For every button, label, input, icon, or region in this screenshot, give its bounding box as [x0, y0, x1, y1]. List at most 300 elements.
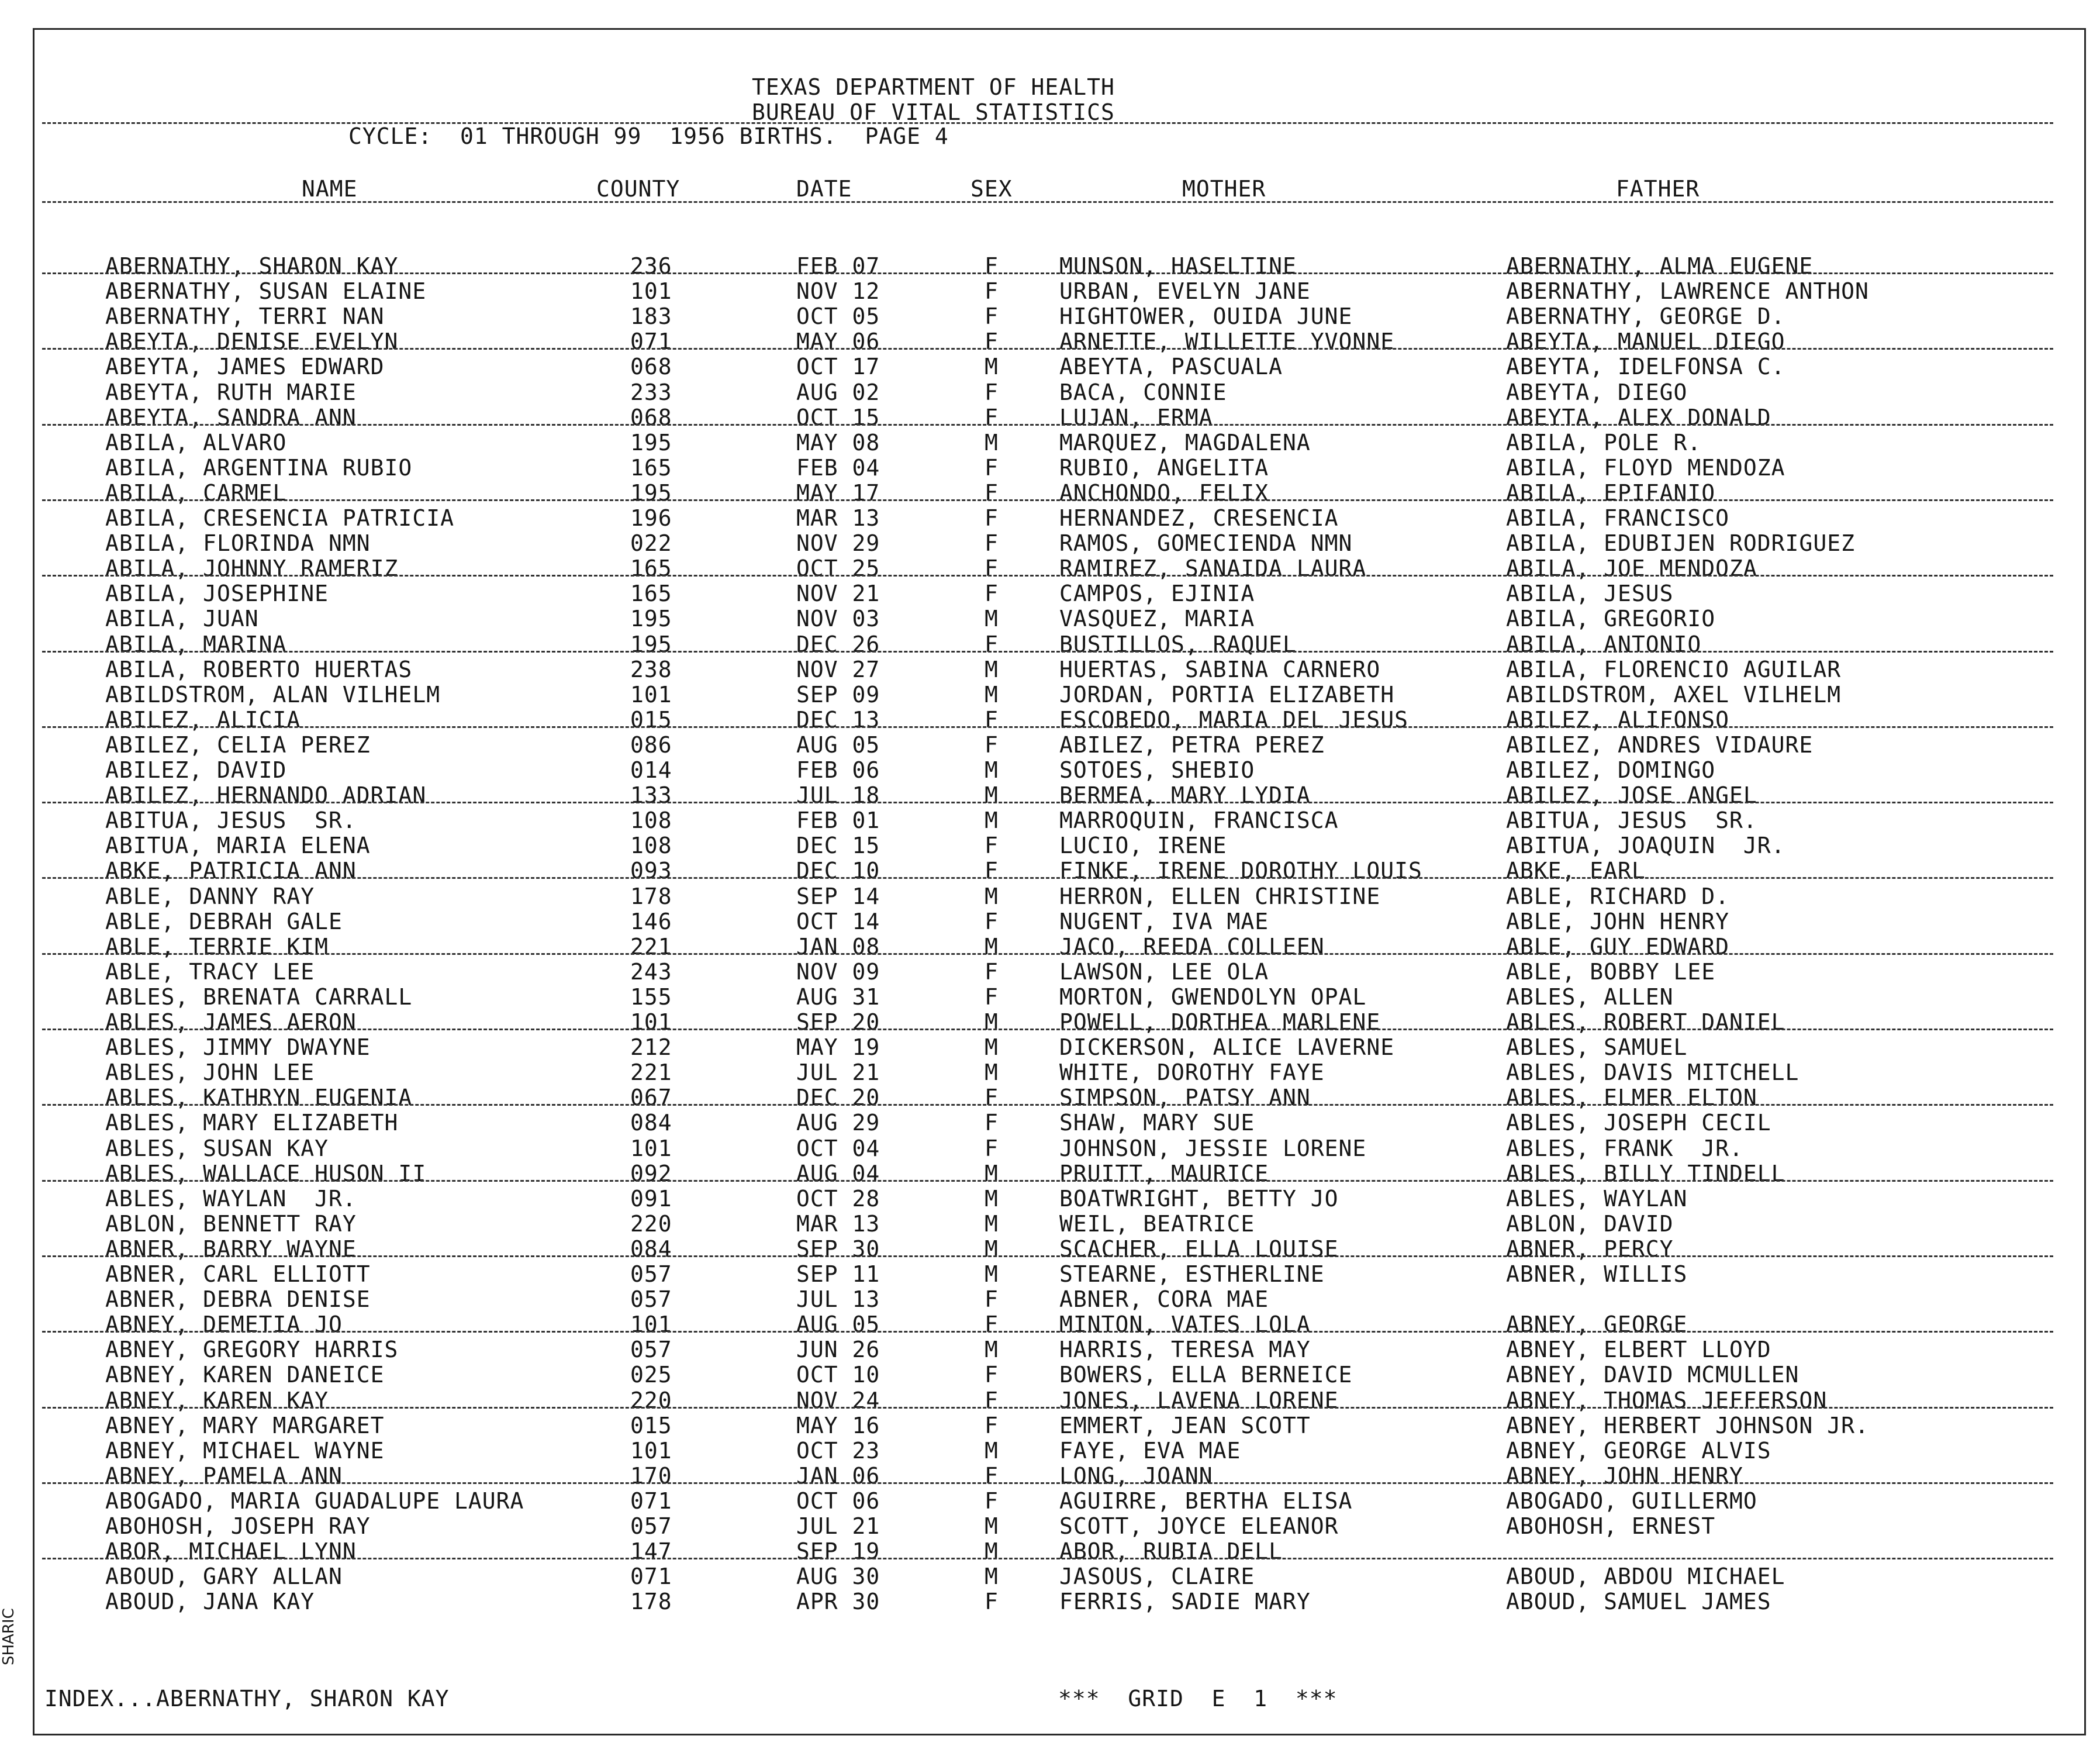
cell-county: 147: [630, 1538, 672, 1564]
cell-mother: FAYE, EVA MAE: [1059, 1438, 1241, 1464]
cell-mother: CAMPOS, EJINIA: [1059, 581, 1255, 606]
cell-sex: F: [985, 632, 999, 657]
cell-mother: POWELL, DORTHEA MARLENE: [1059, 1009, 1381, 1035]
cell-sex: M: [985, 1161, 999, 1186]
cell-mother: MARROQUIN, FRANCISCA: [1059, 808, 1339, 833]
cell-county: 071: [630, 1488, 672, 1514]
cell-sex: F: [985, 581, 999, 606]
cell-sex: F: [985, 1085, 999, 1110]
cell-father: ABEYTA, DIEGO: [1506, 379, 1688, 405]
cell-mother: HIGHTOWER, OUIDA JUNE: [1059, 303, 1353, 329]
table-row: [0, 330, 2100, 354]
cell-mother: BACA, CONNIE: [1059, 379, 1227, 405]
cell-date: NOV 12: [796, 278, 880, 304]
cell-date: DEC 26: [796, 632, 880, 657]
cell-county: 238: [630, 657, 672, 682]
cell-mother: EMMERT, JEAN SCOTT: [1059, 1413, 1311, 1438]
cell-mother: HARRIS, TERESA MAY: [1059, 1337, 1311, 1362]
cell-date: SEP 09: [796, 682, 880, 708]
cell-sex: F: [985, 480, 999, 506]
cell-county: 233: [630, 379, 672, 405]
table-row: [0, 961, 2100, 984]
cell-mother: ABILEZ, PETRA PEREZ: [1059, 732, 1325, 758]
cell-date: NOV 27: [796, 657, 880, 682]
cell-name: ABOHOSH, JOSEPH RAY: [105, 1513, 371, 1539]
cell-date: MAY 16: [796, 1413, 880, 1438]
cell-county: 071: [630, 1564, 672, 1589]
cell-name: ABEYTA, DENISE EVELYN: [105, 329, 399, 354]
row-group-divider: [42, 1331, 2053, 1333]
row-group-divider: [42, 877, 2053, 879]
cell-county: 086: [630, 732, 672, 758]
cell-name: ABLES, JAMES AERON: [105, 1009, 357, 1035]
table-row: [0, 1440, 2100, 1463]
table-row: [0, 1061, 2100, 1085]
cell-date: DEC 15: [796, 833, 880, 858]
cell-father: ABOUD, SAMUEL JAMES: [1506, 1589, 1771, 1614]
cell-county: 243: [630, 959, 672, 985]
cell-sex: M: [985, 808, 999, 833]
table-row: [0, 432, 2100, 455]
cell-name: ABILEZ, DAVID: [105, 757, 287, 783]
cell-sex: F: [985, 253, 999, 279]
cell-father: ABILA, GREGORIO: [1506, 606, 1716, 632]
cell-sex: F: [985, 732, 999, 758]
cell-father: ABLES, ROBERT DANIEL: [1506, 1009, 1785, 1035]
cell-county: 084: [630, 1236, 672, 1262]
cell-father: ABITUA, JOAQUIN JR.: [1506, 833, 1785, 858]
cell-date: AUG 30: [796, 1564, 880, 1589]
cell-mother: FERRIS, SADIE MARY: [1059, 1589, 1311, 1614]
table-row: [0, 1162, 2100, 1186]
cell-date: FEB 07: [796, 253, 880, 279]
cell-father: ABLES, ELMER ELTON: [1506, 1085, 1757, 1110]
cell-name: ABITUA, MARIA ELENA: [105, 833, 371, 858]
cell-date: OCT 28: [796, 1186, 880, 1212]
cell-name: ABEYTA, RUTH MARIE: [105, 379, 357, 405]
cell-name: ABILEZ, HERNANDO ADRIAN: [105, 782, 427, 808]
cell-date: OCT 17: [796, 354, 880, 379]
cell-date: OCT 04: [796, 1136, 880, 1161]
cell-sex: F: [985, 984, 999, 1010]
cell-date: OCT 15: [796, 405, 880, 430]
cell-date: SEP 20: [796, 1009, 880, 1035]
table-row: [0, 1364, 2100, 1387]
cell-date: FEB 04: [796, 455, 880, 481]
cell-mother: ANCHONDO, FELIX: [1059, 480, 1269, 506]
cell-sex: M: [985, 1513, 999, 1539]
table-row: [0, 1137, 2100, 1161]
cell-mother: BERMEA, MARY LYDIA: [1059, 782, 1311, 808]
cell-date: JUL 21: [796, 1060, 880, 1085]
cell-county: 195: [630, 430, 672, 455]
table-row: [0, 557, 2100, 581]
column-header-father: FATHER: [1616, 176, 1700, 202]
cell-mother: ABEYTA, PASCUALA: [1059, 354, 1283, 379]
cell-date: MAR 13: [796, 505, 880, 531]
cell-county: 212: [630, 1034, 672, 1060]
cell-mother: LONG, JOANN: [1059, 1463, 1213, 1489]
table-row: [0, 1238, 2100, 1261]
cell-mother: AGUIRRE, BERTHA ELISA: [1059, 1488, 1353, 1514]
cell-sex: F: [985, 1362, 999, 1388]
cell-county: 178: [630, 884, 672, 909]
cell-date: JUL 21: [796, 1513, 880, 1539]
cell-sex: M: [985, 782, 999, 808]
cell-date: DEC 20: [796, 1085, 880, 1110]
cell-county: 220: [630, 1388, 672, 1413]
cell-name: ABILA, JOHNNY RAMERIZ: [105, 555, 399, 581]
cell-county: 101: [630, 1312, 672, 1337]
cell-county: 071: [630, 329, 672, 354]
cell-mother: SOTOES, SHEBIO: [1059, 757, 1255, 783]
table-row: [0, 684, 2100, 707]
cell-name: ABNEY, KAREN DANEICE: [105, 1362, 385, 1388]
cell-sex: F: [985, 329, 999, 354]
cell-father: ABITUA, JESUS SR.: [1506, 808, 1757, 833]
column-header-mother: MOTHER: [1182, 176, 1266, 202]
cell-county: 101: [630, 682, 672, 708]
table-row: [0, 1338, 2100, 1362]
cell-father: ABNEY, THOMAS JEFFERSON: [1506, 1388, 1828, 1413]
table-row: [0, 1263, 2100, 1286]
cell-name: ABNEY, PAMELA ANN: [105, 1463, 343, 1489]
cell-mother: URBAN, EVELYN JANE: [1059, 278, 1311, 304]
cell-date: JAN 06: [796, 1463, 880, 1489]
table-row: [0, 507, 2100, 530]
cell-name: ABILEZ, ALICIA: [105, 707, 301, 733]
cell-name: ABLES, WAYLAN JR.: [105, 1186, 357, 1212]
cell-county: 155: [630, 984, 672, 1010]
cell-name: ABLE, TERRIE KIM: [105, 934, 329, 960]
cell-name: ABLES, WALLACE HUSON II: [105, 1161, 427, 1186]
cell-date: FEB 06: [796, 757, 880, 783]
cell-county: 195: [630, 606, 672, 632]
table-row: [0, 1288, 2100, 1312]
table-row: [0, 280, 2100, 303]
table-row: [0, 406, 2100, 430]
cell-sex: F: [985, 1589, 999, 1614]
cell-county: 015: [630, 707, 672, 733]
cell-mother: NUGENT, IVA MAE: [1059, 909, 1269, 934]
bureau-title: BUREAU OF VITAL STATISTICS: [752, 99, 1115, 125]
row-group-divider: [42, 802, 2053, 803]
cell-father: ABLE, JOHN HENRY: [1506, 909, 1730, 934]
row-group-divider: [42, 272, 2053, 274]
cell-date: JUL 18: [796, 782, 880, 808]
cell-mother: VASQUEZ, MARIA: [1059, 606, 1255, 632]
cell-date: OCT 10: [796, 1362, 880, 1388]
cell-sex: F: [985, 1136, 999, 1161]
table-row: [0, 1011, 2100, 1034]
cell-date: MAY 08: [796, 430, 880, 455]
cell-mother: SCACHER, ELLA LOUISE: [1059, 1236, 1339, 1262]
cell-mother: RUBIO, ANGELITA: [1059, 455, 1269, 481]
column-header-sex: SEX: [970, 176, 1013, 202]
cell-county: 221: [630, 1060, 672, 1085]
cell-county: 022: [630, 530, 672, 556]
cell-sex: M: [985, 884, 999, 909]
cell-father: ABILA, ANTONIO: [1506, 632, 1702, 657]
cell-father: ABILEZ, DOMINGO: [1506, 757, 1716, 783]
row-group-divider: [42, 575, 2053, 577]
side-label: SHARIC: [0, 1608, 18, 1665]
cell-county: 057: [630, 1513, 672, 1539]
cell-mother: WEIL, BEATRICE: [1059, 1211, 1255, 1237]
cell-county: 195: [630, 632, 672, 657]
cell-father: ABERNATHY, GEORGE D.: [1506, 303, 1785, 329]
table-row: [0, 255, 2100, 278]
cell-father: ABERNATHY, LAWRENCE ANTHON: [1506, 278, 1869, 304]
cell-father: ABEYTA, IDELFONSA C.: [1506, 354, 1785, 379]
table-row: [0, 910, 2100, 934]
cell-father: ABLON, DAVID: [1506, 1211, 1674, 1237]
table-row: [0, 936, 2100, 959]
cell-mother: HERRON, ELLEN CHRISTINE: [1059, 884, 1381, 909]
table-row: [0, 1213, 2100, 1236]
row-group-divider: [42, 1407, 2053, 1409]
cell-date: DEC 13: [796, 707, 880, 733]
cell-father: ABNER, WILLIS: [1506, 1261, 1688, 1287]
cell-sex: F: [985, 1286, 999, 1312]
cell-date: NOV 24: [796, 1388, 880, 1413]
column-header-date: DATE: [796, 176, 852, 202]
cell-sex: F: [985, 379, 999, 405]
cell-mother: BOATWRIGHT, BETTY JO: [1059, 1186, 1339, 1212]
row-group-divider: [42, 1558, 2053, 1559]
cell-date: JUL 13: [796, 1286, 880, 1312]
cell-father: ABILA, JESUS: [1506, 581, 1674, 606]
cell-date: FEB 01: [796, 808, 880, 833]
table-row: [0, 1188, 2100, 1211]
cell-name: ABILA, CRESENCIA PATRICIA: [105, 505, 454, 531]
cell-county: 057: [630, 1286, 672, 1312]
cell-name: ABILA, CARMEL: [105, 480, 287, 506]
cell-sex: F: [985, 1413, 999, 1438]
cell-father: ABLES, BILLY TINDELL: [1506, 1161, 1785, 1186]
cell-name: ABERNATHY, TERRI NAN: [105, 303, 385, 329]
table-row: [0, 809, 2100, 833]
cell-mother: JASOUS, CLAIRE: [1059, 1564, 1255, 1589]
cell-mother: ARNETTE, WILLETTE YVONNE: [1059, 329, 1395, 354]
table-row: [0, 658, 2100, 682]
cell-sex: M: [985, 1060, 999, 1085]
cell-name: ABLES, JOHN LEE: [105, 1060, 315, 1085]
cell-name: ABNEY, GREGORY HARRIS: [105, 1337, 399, 1362]
table-row: [0, 356, 2100, 379]
cell-mother: LUJAN, ERMA: [1059, 405, 1213, 430]
cell-sex: M: [985, 354, 999, 379]
cell-date: AUG 29: [796, 1110, 880, 1136]
cell-sex: F: [985, 707, 999, 733]
cell-name: ABKE, PATRICIA ANN: [105, 858, 357, 884]
cell-father: ABNEY, GEORGE: [1506, 1312, 1688, 1337]
cell-mother: PRUITT, MAURICE: [1059, 1161, 1269, 1186]
cell-sex: M: [985, 1236, 999, 1262]
table-row: [0, 885, 2100, 909]
grid-footer: *** GRID E 1 ***: [1058, 1686, 1338, 1711]
cell-name: ABLES, MARY ELIZABETH: [105, 1110, 399, 1136]
cell-name: ABLE, TRACY LEE: [105, 959, 315, 985]
cell-sex: M: [985, 1337, 999, 1362]
cell-county: 067: [630, 1085, 672, 1110]
cell-name: ABNER, BARRY WAYNE: [105, 1236, 357, 1262]
cell-mother: FINKE, IRENE DOROTHY LOUIS: [1059, 858, 1422, 884]
cell-sex: M: [985, 1186, 999, 1212]
cell-sex: M: [985, 1034, 999, 1060]
cell-county: 165: [630, 555, 672, 581]
cell-name: ABNER, DEBRA DENISE: [105, 1286, 371, 1312]
cell-mother: ABOR, RUBIA DELL: [1059, 1538, 1283, 1564]
cell-mother: HERNANDEZ, CRESENCIA: [1059, 505, 1339, 531]
table-row: [0, 1490, 2100, 1513]
cell-mother: ESCOBEDO, MARIA DEL JESUS: [1059, 707, 1408, 733]
cell-date: NOV 29: [796, 530, 880, 556]
cell-father: ABOUD, ABDOU MICHAEL: [1506, 1564, 1785, 1589]
cell-sex: F: [985, 1110, 999, 1136]
cell-name: ABERNATHY, SHARON KAY: [105, 253, 399, 279]
cell-sex: F: [985, 405, 999, 430]
cell-father: ABERNATHY, ALMA EUGENE: [1506, 253, 1814, 279]
cell-name: ABILA, MARINA: [105, 632, 287, 657]
row-group-divider: [42, 348, 2053, 350]
cell-name: ABNEY, DEMETIA JO: [105, 1312, 343, 1337]
cell-mother: ABNER, CORA MAE: [1059, 1286, 1269, 1312]
row-group-divider: [42, 499, 2053, 501]
table-row: [0, 457, 2100, 480]
cell-date: NOV 09: [796, 959, 880, 985]
cell-mother: LUCIO, IRENE: [1059, 833, 1227, 858]
cell-name: ABLON, BENNETT RAY: [105, 1211, 357, 1237]
cell-father: ABILA, JOE MENDOZA: [1506, 555, 1757, 581]
cell-date: SEP 11: [796, 1261, 880, 1287]
cell-father: ABILDSTROM, AXEL VILHELM: [1506, 682, 1842, 708]
cell-sex: F: [985, 455, 999, 481]
cell-sex: M: [985, 682, 999, 708]
cell-sex: M: [985, 430, 999, 455]
cell-name: ABOUD, GARY ALLAN: [105, 1564, 343, 1589]
cell-sex: M: [985, 1564, 999, 1589]
cell-mother: SHAW, MARY SUE: [1059, 1110, 1255, 1136]
table-row: [0, 305, 2100, 329]
cell-date: MAY 19: [796, 1034, 880, 1060]
cell-county: 183: [630, 303, 672, 329]
cell-sex: M: [985, 1261, 999, 1287]
cell-mother: RAMIREZ, SANAIDA LAURA: [1059, 555, 1367, 581]
cell-date: NOV 21: [796, 581, 880, 606]
cell-name: ABLE, DANNY RAY: [105, 884, 315, 909]
cell-sex: M: [985, 934, 999, 960]
cell-mother: RAMOS, GOMECIENDA NMN: [1059, 530, 1353, 556]
cell-father: ABILA, EPIFANIO: [1506, 480, 1716, 506]
cell-name: ABNEY, MARY MARGARET: [105, 1413, 385, 1438]
cell-county: 165: [630, 581, 672, 606]
column-header-county: COUNTY: [596, 176, 681, 202]
cell-county: 068: [630, 405, 672, 430]
cell-county: 165: [630, 455, 672, 481]
cell-father: ABNEY, JOHN HENRY: [1506, 1463, 1743, 1489]
cell-sex: F: [985, 530, 999, 556]
cell-mother: WHITE, DOROTHY FAYE: [1059, 1060, 1325, 1085]
cell-name: ABLES, SUSAN KAY: [105, 1136, 329, 1161]
department-title: TEXAS DEPARTMENT OF HEALTH: [752, 74, 1115, 100]
cell-date: MAY 17: [796, 480, 880, 506]
table-row: [0, 1313, 2100, 1337]
cell-father: ABLES, FRANK JR.: [1506, 1136, 1743, 1161]
table-row: [0, 1515, 2100, 1538]
cell-father: ABNEY, DAVID MCMULLEN: [1506, 1362, 1799, 1388]
cell-sex: M: [985, 757, 999, 783]
cell-name: ABILA, JOSEPHINE: [105, 581, 329, 606]
table-row: [0, 986, 2100, 1009]
cell-name: ABILDSTROM, ALAN VILHELM: [105, 682, 441, 708]
cell-county: 101: [630, 278, 672, 304]
cell-date: OCT 05: [796, 303, 880, 329]
cell-name: ABILA, ARGENTINA RUBIO: [105, 455, 413, 481]
table-row: [0, 860, 2100, 883]
cell-name: ABOR, MICHAEL LYNN: [105, 1538, 357, 1564]
row-group-divider: [42, 1255, 2053, 1257]
cell-father: ABLES, DAVIS MITCHELL: [1506, 1060, 1799, 1085]
cell-county: 015: [630, 1413, 672, 1438]
cell-father: ABNEY, ELBERT LLOYD: [1506, 1337, 1771, 1362]
table-row: [0, 1590, 2100, 1614]
cell-date: AUG 05: [796, 1312, 880, 1337]
cell-county: 221: [630, 934, 672, 960]
cell-county: 170: [630, 1463, 672, 1489]
row-group-divider: [42, 953, 2053, 955]
table-row: [0, 1036, 2100, 1060]
cell-father: ABLE, GUY EDWARD: [1506, 934, 1730, 960]
table-row: [0, 381, 2100, 405]
cell-father: ABNEY, HERBERT JOHNSON JR.: [1506, 1413, 1869, 1438]
cell-sex: M: [985, 1211, 999, 1237]
cell-county: 108: [630, 808, 672, 833]
cell-name: ABLES, JIMMY DWAYNE: [105, 1034, 371, 1060]
cell-county: 014: [630, 757, 672, 783]
cell-sex: F: [985, 858, 999, 884]
cell-sex: M: [985, 1538, 999, 1564]
cell-date: JUN 26: [796, 1337, 880, 1362]
table-row: [0, 1565, 2100, 1589]
cell-name: ABILEZ, CELIA PEREZ: [105, 732, 371, 758]
table-row: [0, 759, 2100, 782]
table-row: [0, 1414, 2100, 1438]
cell-county: 025: [630, 1362, 672, 1388]
cell-mother: DICKERSON, ALICE LAVERNE: [1059, 1034, 1395, 1060]
cell-sex: M: [985, 606, 999, 632]
cell-father: ABNER, PERCY: [1506, 1236, 1674, 1262]
cell-name: ABLES, BRENATA CARRALL: [105, 984, 413, 1010]
cell-mother: SIMPSON, PATSY ANN: [1059, 1085, 1311, 1110]
row-group-divider: [42, 651, 2053, 653]
table-row: [0, 1540, 2100, 1564]
cell-father: ABILA, EDUBIJEN RODRIGUEZ: [1506, 530, 1855, 556]
cell-mother: LAWSON, LEE OLA: [1059, 959, 1269, 985]
table-row: [0, 633, 2100, 657]
cell-sex: M: [985, 657, 999, 682]
cell-county: 057: [630, 1261, 672, 1287]
cell-father: ABNEY, GEORGE ALVIS: [1506, 1438, 1771, 1464]
cell-father: ABILA, FRANCISCO: [1506, 505, 1730, 531]
cell-county: 178: [630, 1589, 672, 1614]
cell-sex: F: [985, 909, 999, 934]
row-group-divider: [42, 1482, 2053, 1484]
cell-date: SEP 30: [796, 1236, 880, 1262]
cell-date: SEP 19: [796, 1538, 880, 1564]
cell-father: ABILEZ, ANDRES VIDAURE: [1506, 732, 1814, 758]
cell-date: AUG 05: [796, 732, 880, 758]
